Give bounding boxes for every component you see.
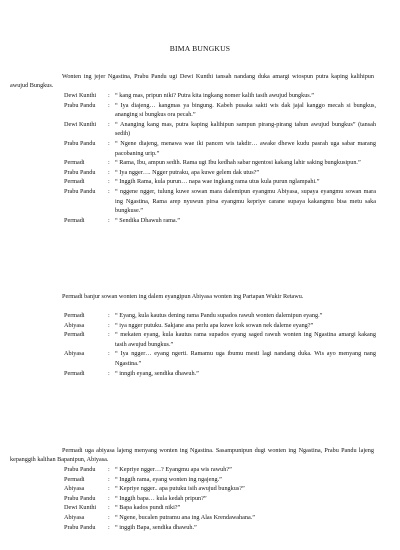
separator: : xyxy=(108,321,110,329)
speaker: Abiyasa xyxy=(64,513,85,521)
separator: : xyxy=(108,350,110,358)
speaker: Permadi xyxy=(64,216,85,224)
speaker: Prabu Pandu xyxy=(64,101,96,109)
dialogue-line xyxy=(64,523,376,533)
line-text: “ kang mas, pripun niki? Putra kita ingkang nomer kalih tasih awujud bungkus.” xyxy=(115,92,314,99)
speaker: Prabu Pandu xyxy=(64,187,96,195)
speaker: Permadi xyxy=(64,475,85,483)
line-text: “ Inggih rama, eyang wonten ing ngajeng.” xyxy=(115,475,222,483)
line-text: “ inngih eyang, sendika dhawuh.” xyxy=(115,369,199,377)
speaker: Permadi xyxy=(64,178,85,186)
dialogue-line xyxy=(64,494,376,504)
line-text: “ Inggih Rama, kula purun… napa wae ingkang rama utus kula purun nglampahi.” xyxy=(115,178,320,186)
line-text: “ Iya ngger… eyang ngerti. Ramamu uga ibumu mesti lagi nandang duka. Wis ayo menyang nang Ngastina.” xyxy=(115,350,376,367)
speaker: Permadi xyxy=(64,331,85,339)
separator: : xyxy=(108,120,110,128)
line-text: “ iya ngger putuku. Sakjane ana perlu apa kuwe kok sowan nek daleme eyang?” xyxy=(115,321,314,329)
dialogue-line xyxy=(64,369,376,379)
scene-1-intro xyxy=(10,72,374,90)
separator: : xyxy=(108,475,110,483)
dialogue-line xyxy=(64,475,376,485)
dialogue-line xyxy=(64,465,376,475)
page-title: BIMA BUNGKUS xyxy=(169,44,231,53)
dialogue-line xyxy=(64,503,376,513)
speaker: Abiyasa xyxy=(64,485,85,493)
separator: : xyxy=(108,139,110,147)
speaker: Dewi Kunthi xyxy=(64,120,97,128)
scene-3-dialogue xyxy=(64,465,376,532)
scene-2-intro xyxy=(10,292,374,301)
speaker: Permadi xyxy=(64,159,85,167)
separator: : xyxy=(108,168,110,176)
line-text: “ Inggih bapa… kula kedah pripun?” xyxy=(115,494,207,502)
dialogue-line xyxy=(64,216,376,226)
line-text: “ Eyang, kula kautus dening rama Pandu supados rawuh wonten dalemipun eyang.” xyxy=(115,312,323,319)
line-text: “ Ngene diajeng, menawa wae iki pancen wis takdir… awake dhewe kudu pasrah uga sabar marang pacobaning urip.” xyxy=(115,139,376,157)
separator: : xyxy=(108,187,110,195)
speaker: Prabu Pandu xyxy=(64,139,96,147)
separator: : xyxy=(108,216,110,224)
line-text: “ Kepriye ngger.. apa putuku isih awujud bungkus?” xyxy=(115,485,245,493)
separator: : xyxy=(108,312,110,319)
speaker: Prabu Pandu xyxy=(64,168,96,176)
separator: : xyxy=(108,513,110,521)
line-text: “ mekaten eyang, kula kautus rama supados eyang saged rawuh wonten ing Ngastina amargi kakang tasih awujud bungkus.” xyxy=(115,331,376,348)
speaker: Prabu Pandu xyxy=(64,494,96,502)
separator: : xyxy=(108,494,110,502)
line-text: “ Sendika Dhawuh rama.” xyxy=(115,216,180,224)
line-text: “ Bapa kados pundi niki?” xyxy=(115,504,181,512)
speaker: Abiyasa xyxy=(64,350,85,358)
scene-2-intro-text: Permadi banjur sowan wonten ing dalem eyangipun Abiyasa wonten ing Partapan Wukir Retawu. xyxy=(62,293,304,300)
speaker: Dewi Kunthi xyxy=(64,92,97,99)
speaker: Abiyasa xyxy=(64,321,85,329)
dialogue-line xyxy=(64,311,376,321)
separator: : xyxy=(108,178,110,186)
dialogue-line xyxy=(64,321,376,331)
scene-1-intro-text: Wonten ing jejer Ngastina, Prabu Pandu ugi Dewi Kunthi tansah nandang duka amargi wiospun putra kaping kalihipun awujud Bungkus. xyxy=(10,73,374,90)
separator: : xyxy=(108,466,110,473)
line-text: “ nggene ngger, tulung kuwe sowan mara dalemipun eyangmu Abiyasa, supaya eyangmu sowan mara ing Ngastina, Rama arep nyuwun pirsa eyangmu kepriye carane supaya kakangmu bisa metu saka bungkuse.” xyxy=(115,187,376,215)
dialogue-line xyxy=(64,484,376,494)
dialogue-line xyxy=(64,168,376,178)
line-text: “ Rama, Ibu, ampun sedih. Rama ugi Ibu kedhah sabar ngentosi kakang lahir saking bungkusipun.” xyxy=(115,159,361,167)
dialogue-line xyxy=(64,139,376,158)
speaker: Prabu Pandu xyxy=(64,523,96,531)
dialogue-line xyxy=(64,91,376,101)
speaker: Prabu Pandu xyxy=(64,466,96,473)
dialogue-line xyxy=(64,187,376,216)
line-text: “ Ngene, bucalen putramu ana ing Alas Krendawahana.” xyxy=(115,513,256,521)
scene-3-intro xyxy=(10,446,374,464)
separator: : xyxy=(108,159,110,167)
scene-3-intro-text: Permadi uga abiyasa lajeng menyang wonten ing Ngastina. Sasampunipun dugi wonten ing Ngastina, Prabu Pandu lajeng kepanggih kalihan Bapanipun, Abiyasa. xyxy=(10,447,374,464)
separator: : xyxy=(108,485,110,493)
line-text: “ Kepriye ngger…? Eyangmu apa wis rawuh?” xyxy=(115,466,232,473)
separator: : xyxy=(108,504,110,512)
line-text: “ inggih Bapa, sendika dhawuh.” xyxy=(115,523,197,531)
separator: : xyxy=(108,331,110,339)
dialogue-line xyxy=(64,158,376,168)
separator: : xyxy=(108,101,110,109)
line-text: “ Ananging kang mas, putra kaping kalihipun sampun pirang-pirang tahun awujud bungkus” (tansah sedih) xyxy=(115,120,376,138)
dialogue-line xyxy=(64,120,376,139)
line-text: “ Iya diajeng… kangmas ya bingung. Kabeh pusaka sakti wis dak jajal kanggo mecah si bungkus, ananging si bungkus ora pecah.” xyxy=(115,101,376,119)
dialogue-line xyxy=(64,177,376,187)
dialogue-line xyxy=(64,349,376,368)
separator: : xyxy=(108,523,110,531)
dialogue-line xyxy=(64,513,376,523)
line-text: “ Iya ngger…. Ngger putraku, apa kuwe gelem dak utus?” xyxy=(115,168,260,176)
scene-1-dialogue xyxy=(64,91,376,225)
dialogue-line xyxy=(64,101,376,120)
speaker: Permadi xyxy=(64,312,85,319)
speaker: Permadi xyxy=(64,369,85,377)
separator: : xyxy=(108,92,110,99)
separator: : xyxy=(108,369,110,377)
speaker: Dewi Kunthi xyxy=(64,504,97,512)
dialogue-line xyxy=(64,330,376,349)
scene-2-dialogue xyxy=(64,311,376,378)
